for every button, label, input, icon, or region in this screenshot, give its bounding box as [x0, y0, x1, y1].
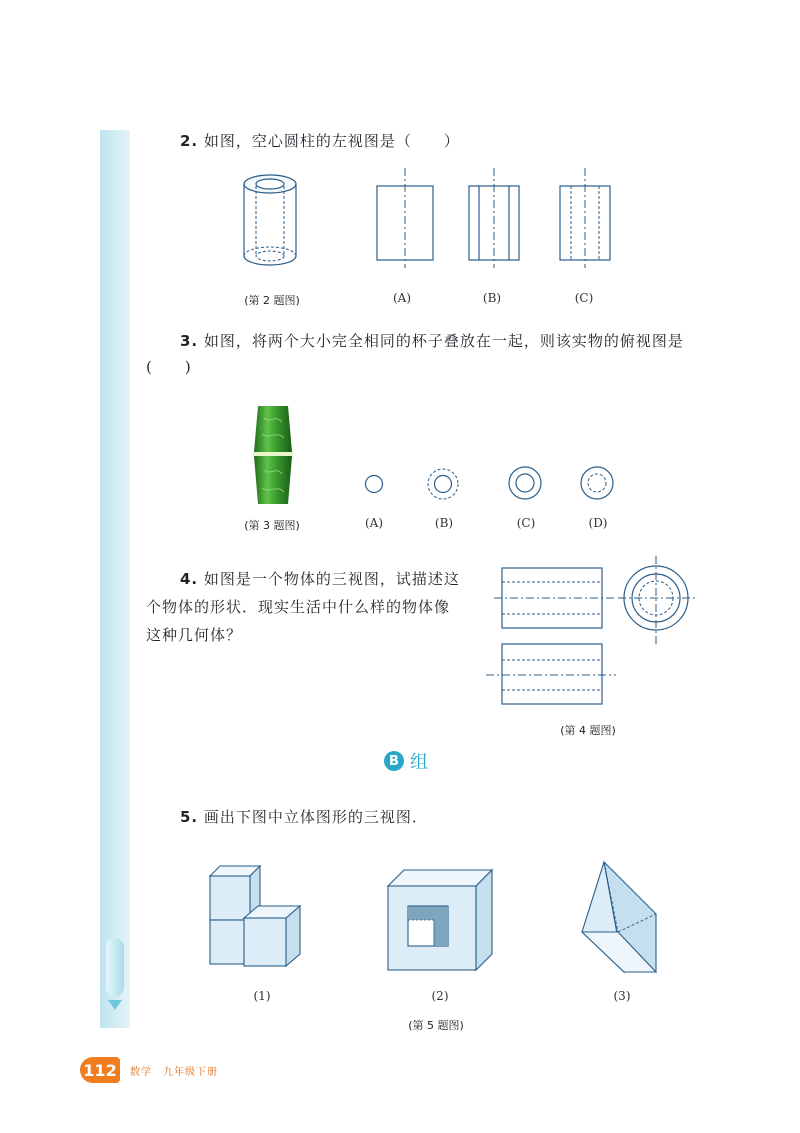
hollow-cylinder-figure — [240, 170, 300, 270]
book-title: 数学 九年级下册 — [130, 1066, 218, 1078]
q3-option-c-label: (C) — [516, 516, 536, 530]
question-4-text-1: 如图是一个物体的三视图，试描述这 — [203, 570, 460, 588]
q5-figure-3-wedge-prism — [578, 856, 662, 974]
question-5 — [180, 802, 428, 832]
stacked-cups-photo — [252, 404, 294, 506]
q3-option-a-figure — [362, 472, 386, 496]
q2-option-a-label: (A) — [392, 291, 412, 305]
q5-figure-1-label: (1) — [253, 989, 271, 1003]
q4-front-view — [494, 562, 614, 638]
question-3-answer-blank: ( ) — [146, 358, 192, 376]
q5-figure-1-stacked-cubes — [206, 862, 306, 970]
question-2-text: 如图，空心圆柱的左视图是（ ） — [203, 132, 460, 150]
question-3 — [180, 326, 684, 356]
question-5-number: 5. — [180, 808, 199, 826]
q2-figure-caption: (第 2 题图) — [244, 294, 300, 307]
question-3-number: 3. — [180, 332, 199, 350]
q4-top-view — [486, 640, 616, 708]
q2-option-c-label: (C) — [574, 291, 594, 305]
page-footer — [80, 1056, 218, 1084]
question-4-line-1 — [180, 564, 460, 594]
q3-option-b-figure — [426, 467, 460, 501]
q4-side-view — [616, 554, 700, 648]
group-b-label: 组 — [410, 752, 428, 773]
q5-figure-2-hollow-cube — [384, 866, 496, 972]
group-b-heading — [384, 748, 428, 774]
question-2 — [180, 126, 460, 156]
q2-option-b-label: (B) — [482, 291, 502, 305]
q2-option-b-figure — [464, 166, 524, 270]
side-margin-bar — [100, 130, 130, 1028]
q5-figure-caption: (第 5 题图) — [408, 1019, 464, 1032]
q2-option-a-figure — [370, 166, 440, 270]
q3-option-b-label: (B) — [434, 516, 454, 530]
question-4-number: 4. — [180, 570, 199, 588]
q2-option-c-figure — [555, 166, 615, 270]
q3-option-a-label: (A) — [364, 516, 384, 530]
side-margin-arrow-icon — [108, 1000, 122, 1010]
q3-option-d-label: (D) — [588, 516, 608, 530]
question-4-text-2: 个物体的形状．现实生活中什么样的物体像 — [146, 598, 451, 616]
page-number: 112 — [80, 1057, 120, 1083]
q3-option-c-figure — [507, 465, 543, 501]
question-4-text-3: 这种几何体？ — [146, 626, 243, 644]
q5-figure-2-label: (2) — [431, 989, 449, 1003]
q3-option-d-figure — [579, 465, 615, 501]
question-5-text: 画出下图中立体图形的三视图． — [203, 808, 428, 826]
question-3-text: 如图，将两个大小完全相同的杯子叠放在一起，则该实物的俯视图是 — [203, 332, 684, 350]
question-2-number: 2. — [180, 132, 199, 150]
q3-figure-caption: (第 3 题图) — [244, 519, 300, 532]
group-b-badge-icon: B — [384, 751, 404, 771]
q4-figure-caption: (第 4 题图) — [560, 724, 616, 737]
side-margin-tab — [106, 938, 124, 996]
q5-figure-3-label: (3) — [613, 989, 631, 1003]
